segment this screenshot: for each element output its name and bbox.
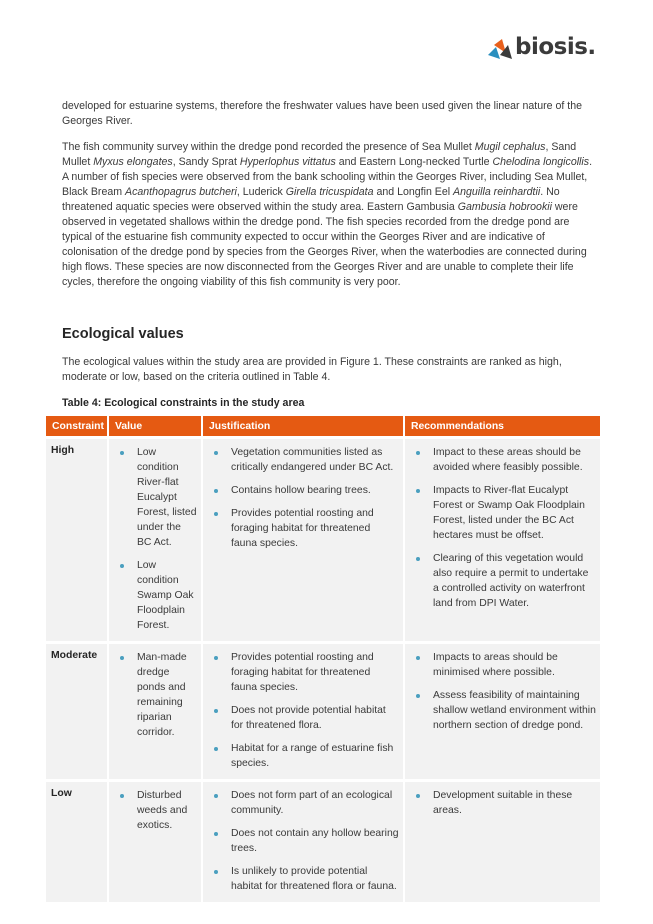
justification-cell <box>202 643 404 781</box>
list-item: Low condition River-flat Eucalypt Forest, listed under the BC Act. <box>137 447 197 548</box>
bullet-list <box>409 445 596 611</box>
paragraph-intro: developed for estuarine systems, therefore the freshwater values have been used given the linear nature of the Georges River. <box>62 100 582 127</box>
species-name: Gambusia hobrookii <box>457 201 552 213</box>
paragraph-fish-survey <box>62 140 594 290</box>
list-item: Development suitable in these areas. <box>433 788 596 818</box>
list-item: Does not provide potential habitat for threatened flora. <box>231 703 399 733</box>
list-item: Provides potential roosting and foraging habitat for threatened fauna species. <box>231 650 399 695</box>
bullet-list <box>207 650 399 771</box>
list-item: Impacts to River-flat Eucalypt Forest or Swamp Oak Floodplain Forest, listed under the BC Act hectares must be offset. <box>433 483 596 543</box>
table-row <box>46 781 600 903</box>
list-item: Vegetation communities listed as critically endangered under BC Act. <box>231 445 399 475</box>
header-value: Value <box>108 416 202 438</box>
table-row <box>46 438 600 643</box>
constraint-cell: Low <box>46 781 108 903</box>
bullet-list <box>113 788 197 833</box>
list-item: Disturbed weeds and exotics. <box>137 788 197 833</box>
list-item: Does not form part of an ecological community. <box>231 788 399 818</box>
header-recommendations: Recommendations <box>404 416 600 438</box>
list-item: Habitat for a range of estuarine fish species. <box>231 741 399 771</box>
species-name: Myxus elongates <box>93 156 173 168</box>
list-item: Assess feasibility of maintaining shallow wetland environment within northern section of dredge pond. <box>433 690 596 731</box>
value-cell <box>108 781 202 903</box>
list-item: Impact to these areas should be avoided where feasibly possible. <box>433 445 596 475</box>
bullet-list <box>207 788 399 894</box>
constraint-cell: Moderate <box>46 643 108 781</box>
bullet-list <box>207 445 399 551</box>
justification-cell <box>202 781 404 903</box>
header-constraint: Constraint <box>46 416 108 438</box>
text-run: and Eastern Long-necked Turtle <box>335 156 493 168</box>
constraint-cell: High <box>46 438 108 643</box>
bullet-list <box>113 650 197 740</box>
text-run: The fish community survey within the dredge pond recorded the presence of Sea Mullet <box>62 141 475 153</box>
table-caption: Table 4: Ecological constraints in the study area <box>62 397 305 409</box>
species-name: Girella tricuspidata <box>285 186 374 198</box>
species-name: Hyperlophus vittatus <box>239 156 336 168</box>
paragraph-ecological-values: The ecological values within the study area are provided in Figure 1. These constraints are ranked as high, moderate or low, based on the criteria outlined in Table 4. <box>62 356 562 383</box>
section-heading: Ecological values <box>62 326 184 342</box>
text-run: , Sand Mullet <box>62 141 577 168</box>
list-item: Low condition Swamp Oak Floodplain Forest. <box>137 558 197 633</box>
list-item: Provides potential roosting and foraging habitat for threatened fauna species. <box>231 506 399 551</box>
species-name: Acanthopagrus butcheri <box>125 186 237 198</box>
list-item: Man-made dredge ponds and remaining riparian corridor. <box>137 650 197 740</box>
recommendations-cell <box>404 781 600 903</box>
species-name: Mugil cephalus <box>474 141 546 153</box>
species-name: Anguilla reinhardtii <box>453 186 541 198</box>
logo-text: biosis. <box>515 34 596 60</box>
recommendations-cell <box>404 643 600 781</box>
value-cell <box>108 643 202 781</box>
bullet-list <box>113 445 197 633</box>
list-item: Does not contain any hollow bearing trees. <box>231 828 399 854</box>
text-run: . No threatened aquatic species were observed within the study area. Eastern Gambusia <box>62 186 560 213</box>
list-item: Contains hollow bearing trees. <box>231 483 399 498</box>
table-header-row <box>46 416 600 438</box>
table-row <box>46 643 600 781</box>
ecological-constraints-table <box>46 416 600 902</box>
value-cell <box>108 438 202 643</box>
text-run: , Luderick <box>236 186 286 198</box>
recommendations-cell <box>404 438 600 643</box>
list-item: Clearing of this vegetation would also require a permit to undertake a controlled activity on waterfront land from DPI Water. <box>433 551 596 611</box>
text-run: . A number of fish species were observed from the bank schooling within the Georges River, including Sea Mullet, Black Bream <box>62 156 593 198</box>
text-run: and Longfin Eel <box>373 186 454 198</box>
list-item: Impacts to areas should be minimised where possible. <box>433 650 596 680</box>
text-run: , Sandy Sprat <box>172 156 240 168</box>
bullet-list <box>409 788 596 818</box>
header-justification: Justification <box>202 416 404 438</box>
justification-cell <box>202 438 404 643</box>
species-name: Chelodina longicollis <box>492 156 590 168</box>
bullet-list <box>409 650 596 733</box>
text-run: were observed in vegetated shallows within the dredge pond. The fish species recorded from the dredge pond are typical of the estuarine fish community expected to occur within the Georges River and are indicative of colonisation of the dredge pond by species from the Georges River, when the waterbodies are connected during high flows. These species are now disconnected from the Georges River and are unable to complete their life cycles, therefore the ongoing viability of this fish community is very poor. <box>62 201 587 288</box>
list-item: Is unlikely to provide potential habitat for threatened flora or fauna. <box>231 864 399 894</box>
